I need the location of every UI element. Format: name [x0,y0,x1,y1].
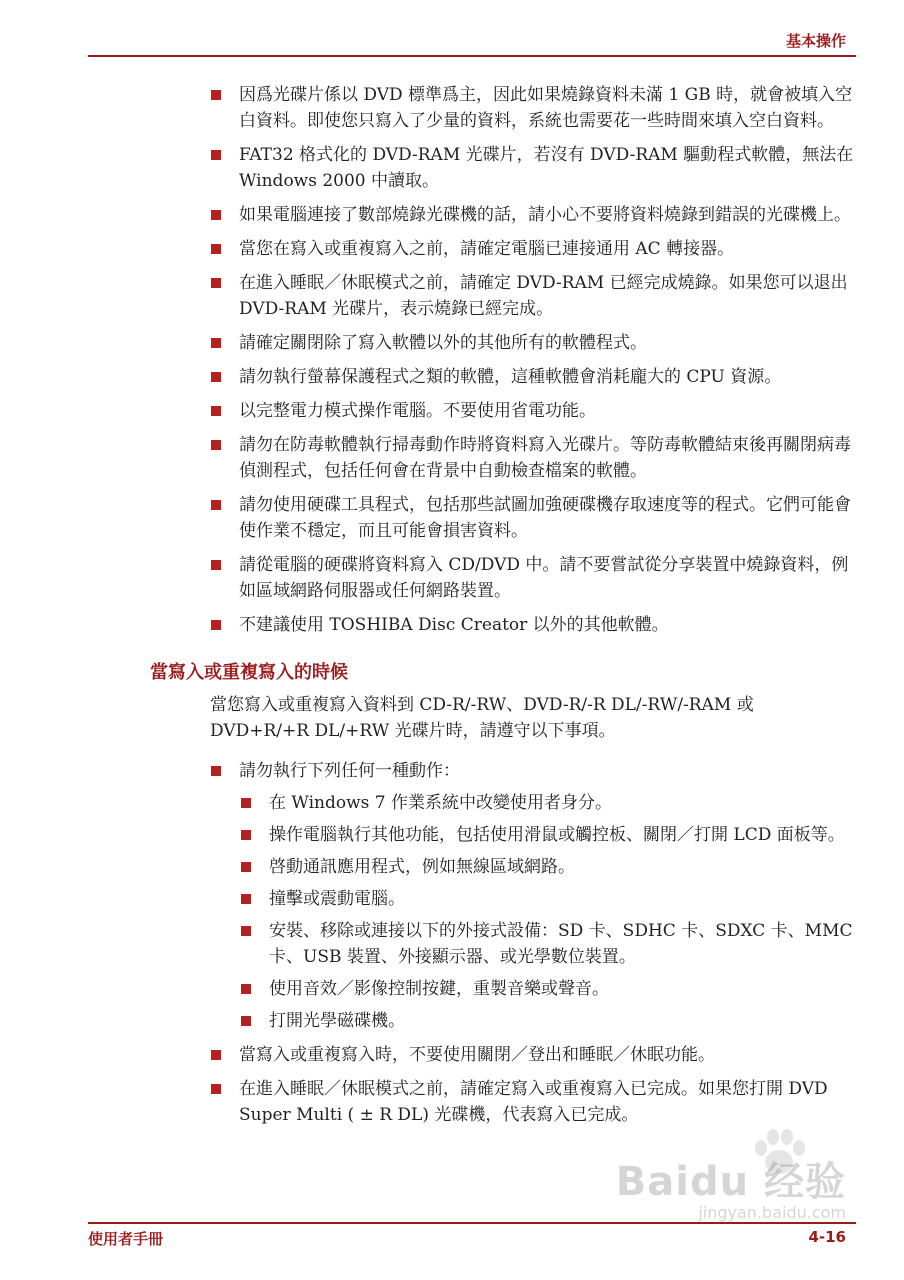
section-title: 當寫入或重複寫入的時候 [150,662,348,683]
list-item: 請勿使用硬碟工具程式，包括那些試圖加強硬碟機存取速度等的程式。它們可能會使作業不穩定，而且可能會損害資料。 [239,492,854,544]
list-item: 請勿執行螢幕保護程式之類的軟體，這種軟體會消耗龐大的 CPU 資源。 [239,364,854,390]
list-item: 在進入睡眠／休眠模式之前，請確定 DVD-RAM 已經完成燒錄。如果您可以退出 DVD-RAM 光碟片，表示燒錄已經完成。 [239,270,854,322]
list-item: 不建議使用 TOSHIBA Disc Creator 以外的其他軟體。 [239,612,854,638]
sub-list-item: 操作電腦執行其他功能，包括使用滑鼠或觸控板、關閉／打開 LCD 面板等。 [269,822,854,848]
sub-list-item: 撞擊或震動電腦。 [269,886,854,912]
sub-list [239,790,854,1034]
sub-list-item: 使用音效／影像控制按鍵，重製音樂或聲音。 [269,976,854,1002]
list-item: 當寫入或重複寫入時，不要使用關閉／登出和睡眠／休眠功能。 [239,1042,854,1068]
watermark-logo: Baidu 经验 [615,1159,846,1205]
list-item: 請勿在防毒軟體執行掃毒動作時將資料寫入光碟片。等防毒軟體結束後再關閉病毒偵測程式，包括任何會在背景中自動檢查檔案的軟體。 [239,432,854,484]
sub-list-item: 打開光學磁碟機。 [269,1008,854,1034]
watermark-url: jingyan.baidu.com [698,1203,846,1222]
list-item: 請從電腦的硬碟將資料寫入 CD/DVD 中。請不要嘗試從分享裝置中燒錄資料，例如區域網路伺服器或任何網路裝置。 [239,552,854,604]
list-item: 以完整電力模式操作電腦。不要使用省電功能。 [239,398,854,424]
list-item-lead [239,758,854,1034]
precaution-list [0,82,904,638]
list-item: 請確定關閉除了寫入軟體以外的其他所有的軟體程式。 [239,330,854,356]
lead-text: 請勿執行下列任何一種動作： [239,761,460,781]
list-item: 如果電腦連接了數部燒錄光碟機的話，請小心不要將資料燒錄到錯誤的光碟機上。 [239,202,854,228]
header-title: 基本操作 [785,32,846,50]
section-intro: 當您寫入或重複寫入資料到 CD-R/-RW、DVD-R/-R DL/-RW/-RAM 或 DVD+R/+R DL/+RW 光碟片時，請遵守以下事項。 [210,695,754,741]
list-item: 在進入睡眠／休眠模式之前，請確定寫入或重複寫入已完成。如果您打開 DVD Super Multi ( ± R DL) 光碟機，代表寫入已完成。 [239,1076,854,1128]
list-item: 因爲光碟片係以 DVD 標準爲主，因此如果燒錄資料未滿 1 GB 時，就會被填入空白資料。即使您只寫入了少量的資料，系統也需要花一些時間來填入空白資料。 [239,82,854,134]
list-item: 當您在寫入或重複寫入之前，請確定電腦已連接通用 AC 轉接器。 [239,236,854,262]
page-content [0,82,904,1136]
page-number: 4-16 [808,1228,846,1246]
sub-list-item: 安裝、移除或連接以下的外接式設備：SD 卡、SDHC 卡、SDXC 卡、MMC 卡、USB 裝置、外接顯示器、或光學數位裝置。 [269,918,854,970]
watermark [616,1150,846,1222]
sub-list-item: 啓動通訊應用程式，例如無線區域網路。 [269,854,854,880]
footer-rule [88,1222,856,1224]
footer-manual-title: 使用者手冊 [88,1230,164,1248]
sub-list-item: 在 Windows 7 作業系統中改變使用者身分。 [269,790,854,816]
writing-rules-list [0,758,904,1128]
list-item: FAT32 格式化的 DVD-RAM 光碟片，若沒有 DVD-RAM 驅動程式軟體，無法在 Windows 2000 中讀取。 [239,142,854,194]
header-rule [88,55,856,57]
